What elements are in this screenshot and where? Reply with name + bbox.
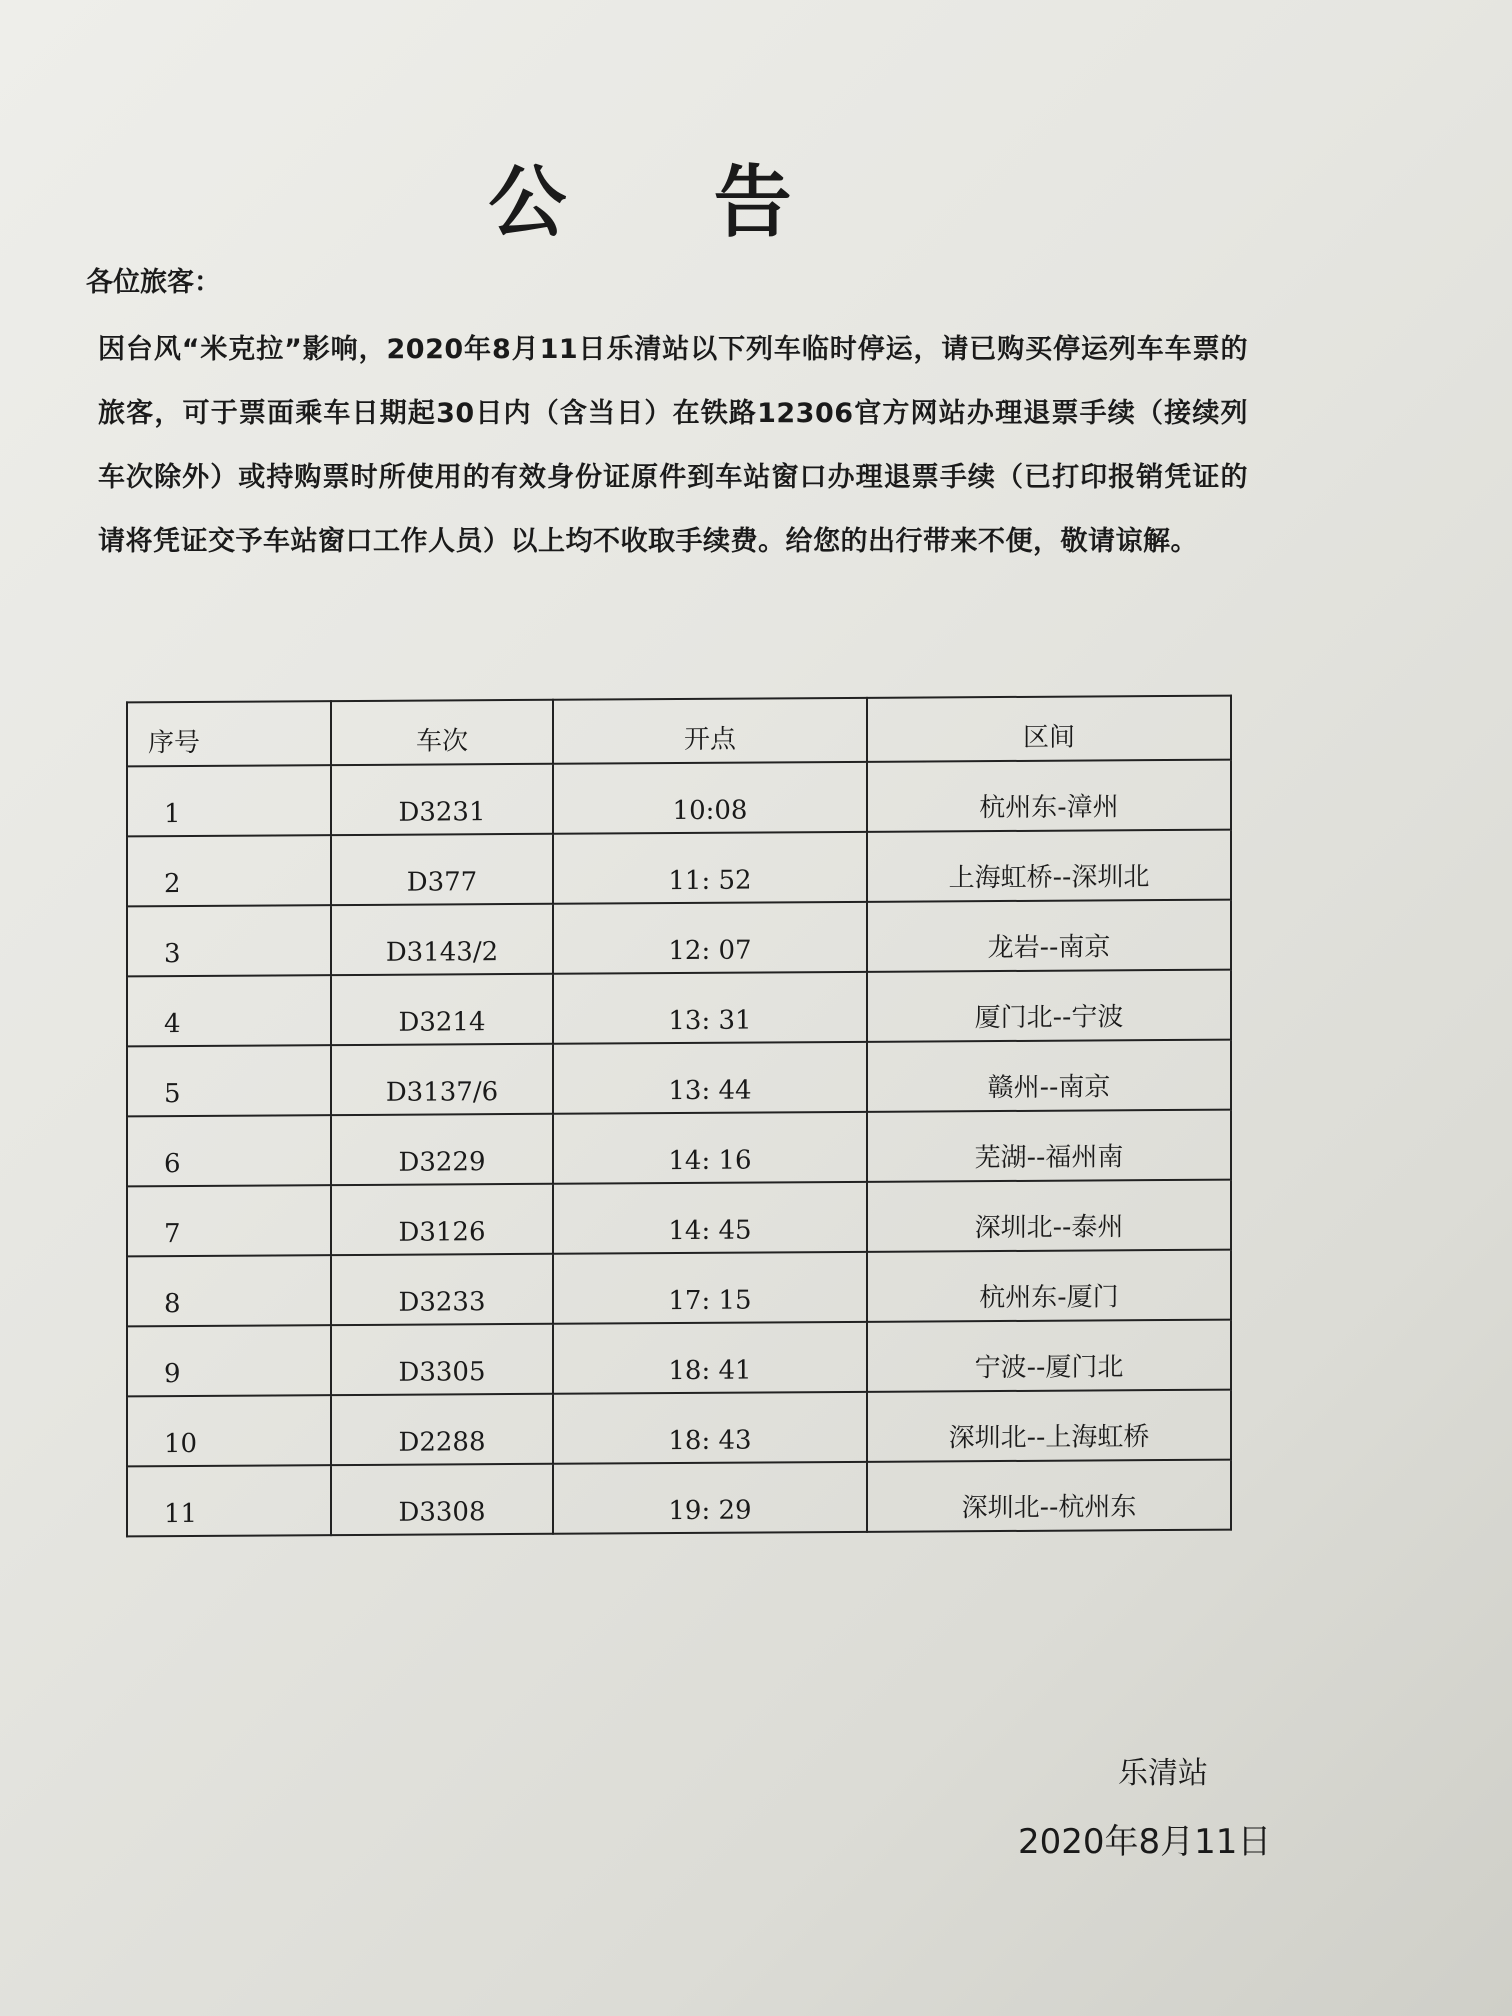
row-seq: 2 <box>127 835 331 906</box>
row-time: 19: 29 <box>553 1462 867 1534</box>
train-table-container <box>126 695 1232 1538</box>
row-time: 13: 44 <box>553 1042 867 1114</box>
table-header-row <box>127 696 1231 767</box>
row-time: 10:08 <box>553 762 867 834</box>
row-route: 宁波--厦门北 <box>867 1320 1231 1392</box>
row-train: D377 <box>331 834 553 905</box>
row-train: D3305 <box>331 1324 553 1395</box>
table-row <box>127 900 1231 977</box>
row-route: 杭州东-漳州 <box>867 760 1231 832</box>
table-body <box>127 760 1231 1537</box>
row-time: 18: 41 <box>553 1322 867 1394</box>
salutation: 各位旅客： <box>86 267 221 298</box>
row-route: 深圳北--杭州东 <box>867 1460 1231 1532</box>
row-route: 赣州--南京 <box>867 1040 1231 1112</box>
table-row <box>127 830 1231 907</box>
row-seq: 8 <box>127 1255 331 1326</box>
row-seq: 1 <box>127 765 331 836</box>
header-time: 开点 <box>553 698 867 764</box>
header-train: 车次 <box>331 700 553 765</box>
table-row <box>127 1040 1231 1117</box>
row-train: D3233 <box>331 1254 553 1325</box>
row-route: 杭州东-厦门 <box>867 1250 1231 1322</box>
row-route: 上海虹桥--深圳北 <box>867 830 1231 902</box>
row-train: D3143/2 <box>331 904 553 975</box>
row-seq: 11 <box>127 1465 331 1536</box>
issuing-station: 乐清站 <box>1118 1756 1208 1791</box>
table-row <box>127 1390 1231 1467</box>
row-route: 龙岩--南京 <box>867 900 1231 972</box>
row-route: 厦门北--宁波 <box>867 970 1231 1042</box>
issue-date: 2020年8月11日 <box>1018 1822 1272 1862</box>
row-time: 17: 15 <box>553 1252 867 1324</box>
row-seq: 5 <box>127 1045 331 1116</box>
row-time: 11: 52 <box>553 832 867 904</box>
row-time: 14: 45 <box>553 1182 867 1254</box>
table-row <box>127 1110 1231 1187</box>
row-seq: 9 <box>127 1325 331 1396</box>
table-row <box>127 1180 1231 1257</box>
notice-title: 公 告 <box>488 158 852 248</box>
table-row <box>127 1250 1231 1327</box>
row-train: D3137/6 <box>331 1044 553 1115</box>
table-row <box>127 1320 1231 1397</box>
header-seq: 序号 <box>127 701 331 766</box>
row-train: D2288 <box>331 1394 553 1465</box>
table-row <box>127 970 1231 1047</box>
row-train: D3126 <box>331 1184 553 1255</box>
row-train: D3231 <box>331 764 553 835</box>
table-row <box>127 1460 1231 1537</box>
row-seq: 4 <box>127 975 331 1046</box>
row-time: 14: 16 <box>553 1112 867 1184</box>
row-seq: 3 <box>127 905 331 976</box>
row-time: 13: 31 <box>553 972 867 1044</box>
row-route: 芜湖--福州南 <box>867 1110 1231 1182</box>
row-train: D3229 <box>331 1114 553 1185</box>
header-route: 区间 <box>867 696 1231 762</box>
row-time: 18: 43 <box>553 1392 867 1464</box>
row-seq: 6 <box>127 1115 331 1186</box>
row-seq: 10 <box>127 1395 331 1466</box>
row-time: 12: 07 <box>553 902 867 974</box>
row-seq: 7 <box>127 1185 331 1256</box>
suspended-trains-table <box>126 695 1232 1538</box>
row-route: 深圳北--上海虹桥 <box>867 1390 1231 1462</box>
table-row <box>127 760 1231 837</box>
notice-body: 因台风“米克拉”影响，2020年8月11日乐清站以下列车临时停运，请已购买停运列车车票的旅客，可于票面乘车日期起30日内（含当日）在铁路12306官方网站办理退票手续（接续列车次除外）或持购票时所使用的有效身份证原件到车站窗口办理退票手续（已打印报销凭证的请将凭证交予车站窗口工作人员）以上均不收取手续费。给您的出行带来不便，敬请谅解。 <box>98 334 1248 557</box>
row-train: D3308 <box>331 1464 553 1535</box>
row-route: 深圳北--泰州 <box>867 1180 1231 1252</box>
row-train: D3214 <box>331 974 553 1045</box>
